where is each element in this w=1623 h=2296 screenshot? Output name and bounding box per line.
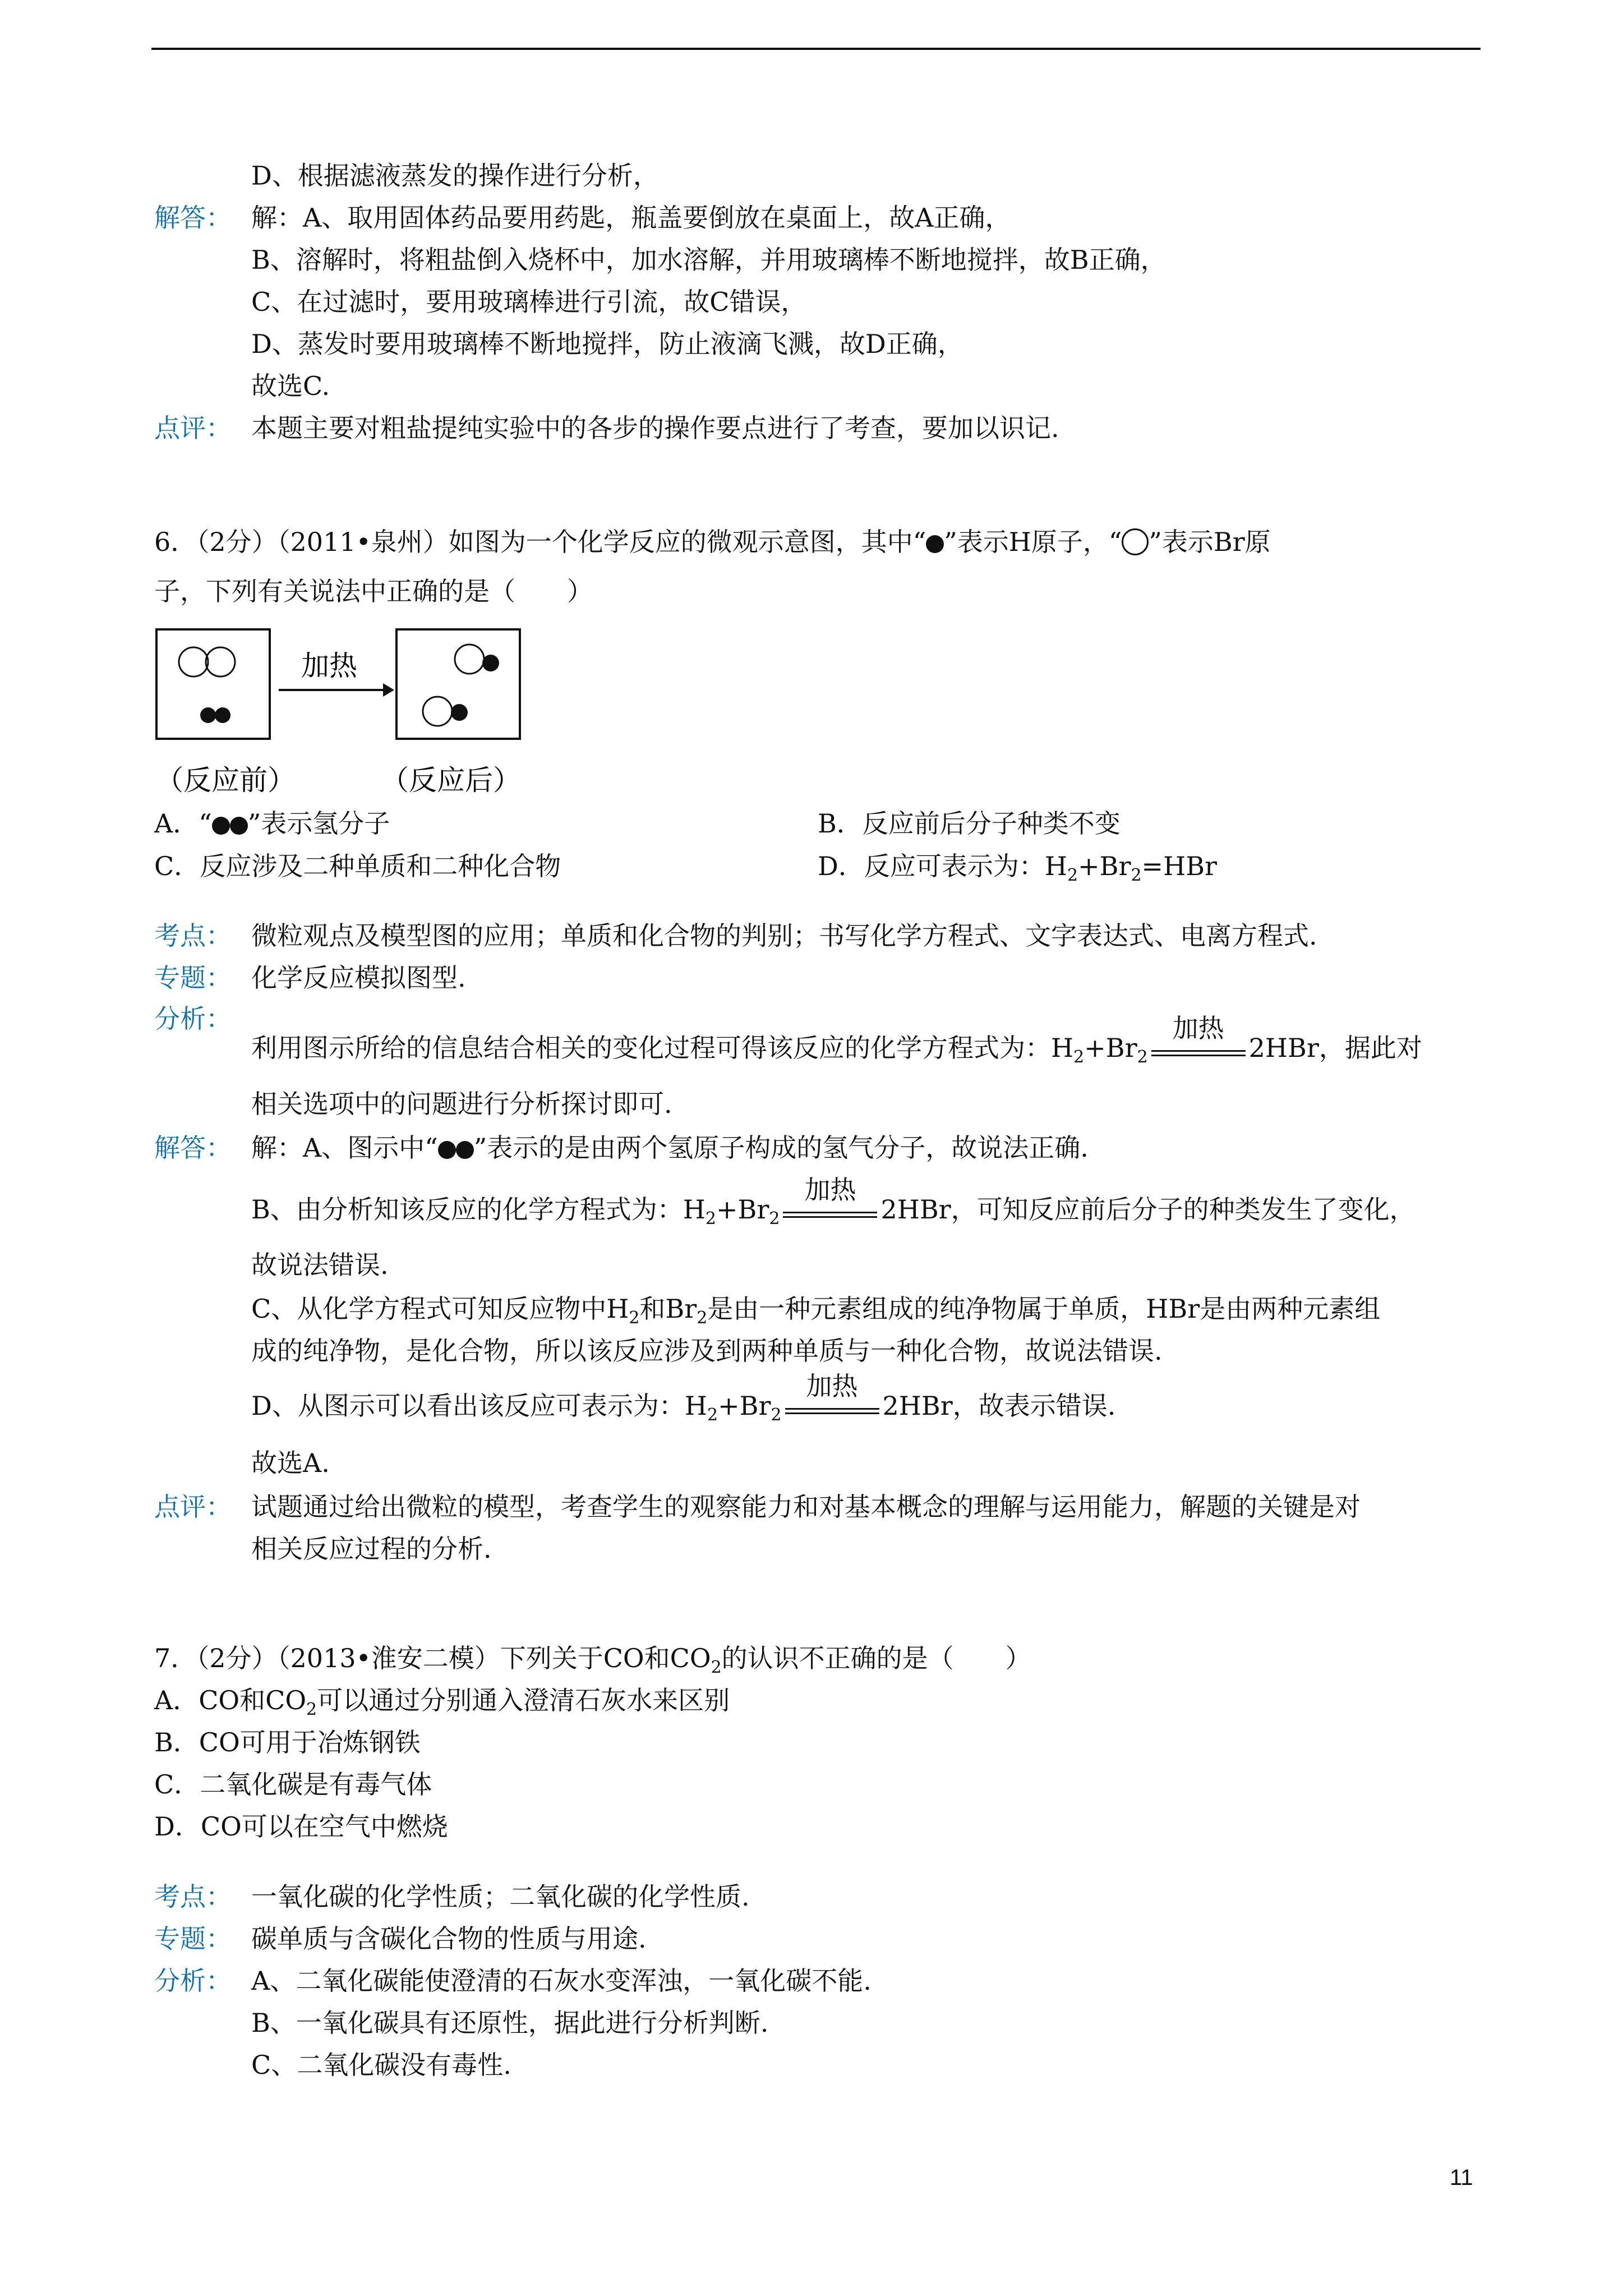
answer-line bbox=[251, 1371, 1116, 1425]
h-atom-icon bbox=[200, 707, 216, 723]
answer-line: 故选A. bbox=[251, 1448, 330, 1478]
option-text: +Br bbox=[1078, 851, 1131, 881]
br-atom-icon bbox=[206, 647, 235, 677]
answer-line: C、在过滤时，要用玻璃棒进行引流，故C错误， bbox=[251, 287, 807, 317]
q6-stem-part: 6．（2分）（2011•泉州）如图为一个化学反应的微观示意图，其中“ bbox=[154, 527, 926, 557]
reaction-condition bbox=[782, 1371, 883, 1425]
subscript: 2 bbox=[697, 1308, 708, 1328]
answer-text: C、从化学方程式可知反应物中H bbox=[251, 1294, 629, 1324]
answer-text: 2HBr，故表示错误. bbox=[882, 1391, 1116, 1421]
comment-line: 试题通过给出微粒的模型，考查学生的观察能力和对基本概念的理解与运用能力，解题的关键是对 bbox=[251, 1492, 1361, 1522]
br-atom-icon bbox=[423, 697, 452, 726]
page-number: 11 bbox=[1450, 2165, 1473, 2190]
topic-text: 碳单质与含碳化合物的性质与用途. bbox=[251, 1924, 647, 1954]
knowledge-label: 考点： bbox=[154, 1881, 232, 1912]
subscript: 2 bbox=[771, 1405, 782, 1425]
subscript: 2 bbox=[769, 1209, 780, 1228]
option-text: =HBr bbox=[1141, 851, 1217, 881]
reaction-diagram bbox=[154, 627, 614, 801]
analysis-line-d: D、根据滤液蒸发的操作进行分析， bbox=[251, 160, 659, 191]
option-text: A．“ bbox=[154, 808, 212, 839]
q6-stem-part: ”表示Br原 bbox=[1149, 527, 1271, 557]
answer-text: 解：A、图示中“ bbox=[251, 1133, 438, 1163]
answer-line: D、蒸发时要用玻璃棒不断地搅拌，防止液滴飞溅，故D正确， bbox=[251, 329, 963, 359]
after-caption: （反应后） bbox=[381, 764, 521, 797]
knowledge-text: 一氧化碳的化学性质；二氧化碳的化学性质. bbox=[251, 1881, 750, 1912]
answer-line: B、溶解时，将粗盐倒入烧杯中，加水溶解，并用玻璃棒不断地搅拌，故B正确， bbox=[251, 245, 1166, 275]
answer-text: +Br bbox=[716, 1194, 769, 1225]
subscript: 2 bbox=[1131, 866, 1142, 885]
q7-option-b: B．CO可用于冶炼钢铁 bbox=[154, 1727, 421, 1757]
q7-option-a bbox=[154, 1683, 730, 1717]
answer-text: 是由一种元素组成的纯净物属于单质，HBr是由两种元素组 bbox=[707, 1294, 1381, 1324]
option-text: 可以通过分别通入澄清石灰水来区别 bbox=[317, 1685, 730, 1715]
analysis-line: C、二氧化碳没有毒性. bbox=[251, 2050, 511, 2080]
analysis-text: 利用图示所给的信息结合相关的变化过程可得该反应的化学方程式为：H bbox=[251, 1033, 1074, 1063]
after-box bbox=[396, 629, 520, 739]
header-rule bbox=[151, 48, 1481, 50]
option-text: A．CO和CO bbox=[154, 1685, 307, 1715]
q6-option-a bbox=[154, 807, 390, 840]
h-atom-icon bbox=[456, 1141, 474, 1159]
subscript: 2 bbox=[1073, 1047, 1085, 1067]
subscript: 2 bbox=[1067, 866, 1078, 885]
h-atom-icon bbox=[926, 535, 944, 553]
q7-stem-part: 的认识不正确的是（ ） bbox=[721, 1643, 1031, 1673]
subscript: 2 bbox=[707, 1405, 718, 1425]
answer-line bbox=[251, 1175, 1415, 1228]
arrow-label: 加热 bbox=[301, 650, 357, 682]
topic-label: 专题： bbox=[154, 1924, 232, 1954]
q7-option-c: C．二氧化碳是有毒气体 bbox=[154, 1769, 432, 1800]
reaction-condition bbox=[1148, 1013, 1249, 1067]
answer-text: B、由分析知该反应的化学方程式为：H bbox=[251, 1194, 706, 1225]
answer-text: D、从图示可以看出该反应可表示为：H bbox=[251, 1391, 707, 1421]
q6-option-c: C．反应涉及二种单质和二种化合物 bbox=[154, 851, 561, 881]
reaction-condition bbox=[780, 1175, 880, 1228]
subscript: 2 bbox=[1137, 1047, 1148, 1067]
answer-line bbox=[251, 1131, 1089, 1165]
q7-stem bbox=[154, 1641, 1031, 1675]
br-atom-icon bbox=[455, 645, 484, 674]
analysis-line bbox=[251, 1013, 1422, 1067]
comment-label: 点评： bbox=[154, 413, 232, 443]
q6-stem-part: ”表示H原子，“ bbox=[944, 527, 1122, 557]
h-atom-icon bbox=[230, 817, 248, 835]
answer-text: +Br bbox=[718, 1391, 771, 1421]
condition-text: 加热 bbox=[1172, 1013, 1224, 1043]
q7-option-d: D．CO可以在空气中燃烧 bbox=[154, 1811, 448, 1842]
knowledge-label: 考点： bbox=[154, 921, 232, 951]
answer-line: 故说法错误. bbox=[251, 1250, 389, 1280]
analysis-line: A、二氧化碳能使澄清的石灰水变浑浊，一氧化碳不能. bbox=[251, 1966, 872, 1996]
option-text: D．反应可表示为：H bbox=[818, 851, 1067, 881]
subscript: 2 bbox=[711, 1658, 722, 1677]
answer-text: ”表示的是由两个氢原子构成的氢气分子，故说法正确. bbox=[473, 1133, 1089, 1163]
answer-text: 和Br bbox=[639, 1294, 697, 1324]
analysis-line: B、一氧化碳具有还原性，据此进行分析判断. bbox=[251, 2008, 769, 2038]
br-atom-icon bbox=[179, 647, 208, 677]
q6-stem-line2: 子，下列有关说法中正确的是（ ） bbox=[154, 576, 593, 606]
answer-line bbox=[251, 1292, 1380, 1326]
arrow-head-icon bbox=[383, 683, 394, 697]
subscript: 2 bbox=[306, 1700, 317, 1719]
h-atom-icon bbox=[212, 817, 230, 835]
answer-line: 故选C. bbox=[251, 371, 330, 401]
condition-text: 加热 bbox=[804, 1175, 856, 1205]
h-atom-icon bbox=[482, 655, 499, 671]
q6-stem bbox=[154, 525, 1271, 559]
h-atom-icon bbox=[215, 707, 230, 723]
comment-line: 相关反应过程的分析. bbox=[251, 1534, 492, 1564]
answer-line: 解：A、取用固体药品要用药匙，瓶盖要倒放在桌面上，故A正确， bbox=[251, 203, 1011, 233]
analysis-label: 分析： bbox=[154, 1004, 232, 1034]
subscript: 2 bbox=[705, 1209, 717, 1228]
analysis-text: 2HBr，据此对 bbox=[1248, 1033, 1422, 1063]
answer-text: 2HBr，可知反应前后分子的种类发生了变化， bbox=[880, 1194, 1415, 1225]
analysis-label: 分析： bbox=[154, 1966, 232, 1996]
comment-line: 本题主要对粗盐提纯实验中的各步的操作要点进行了考查，要加以识记. bbox=[251, 413, 1059, 443]
before-caption: （反应前） bbox=[155, 764, 296, 797]
subscript: 2 bbox=[629, 1308, 640, 1328]
q6-option-b: B．反应前后分子种类不变 bbox=[818, 808, 1121, 839]
topic-label: 专题： bbox=[154, 963, 232, 993]
answer-line: 成的纯净物，是化合物，所以该反应涉及到两种单质与一种化合物，故说法错误. bbox=[251, 1336, 1163, 1366]
condition-text: 加热 bbox=[806, 1371, 858, 1401]
answer-label: 解答： bbox=[154, 1133, 232, 1163]
h-atom-icon bbox=[438, 1141, 456, 1159]
topic-text: 化学反应模拟图型. bbox=[251, 963, 466, 993]
h-atom-icon bbox=[451, 704, 468, 721]
option-text: ”表示氢分子 bbox=[247, 808, 390, 839]
comment-label: 点评： bbox=[154, 1492, 232, 1522]
answer-label: 解答： bbox=[154, 203, 232, 233]
analysis-text: +Br bbox=[1084, 1033, 1137, 1063]
q6-option-d bbox=[818, 849, 1217, 883]
before-box bbox=[156, 629, 270, 739]
analysis-line: 相关选项中的问题进行分析探讨即可. bbox=[251, 1089, 672, 1119]
knowledge-text: 微粒观点及模型图的应用；单质和化合物的判别；书写化学方程式、文字表达式、电离方程式. bbox=[251, 921, 1317, 951]
q7-stem-part: 7．（2分）（2013•淮安二模）下列关于CO和CO bbox=[154, 1643, 711, 1673]
br-atom-icon bbox=[1122, 528, 1149, 555]
